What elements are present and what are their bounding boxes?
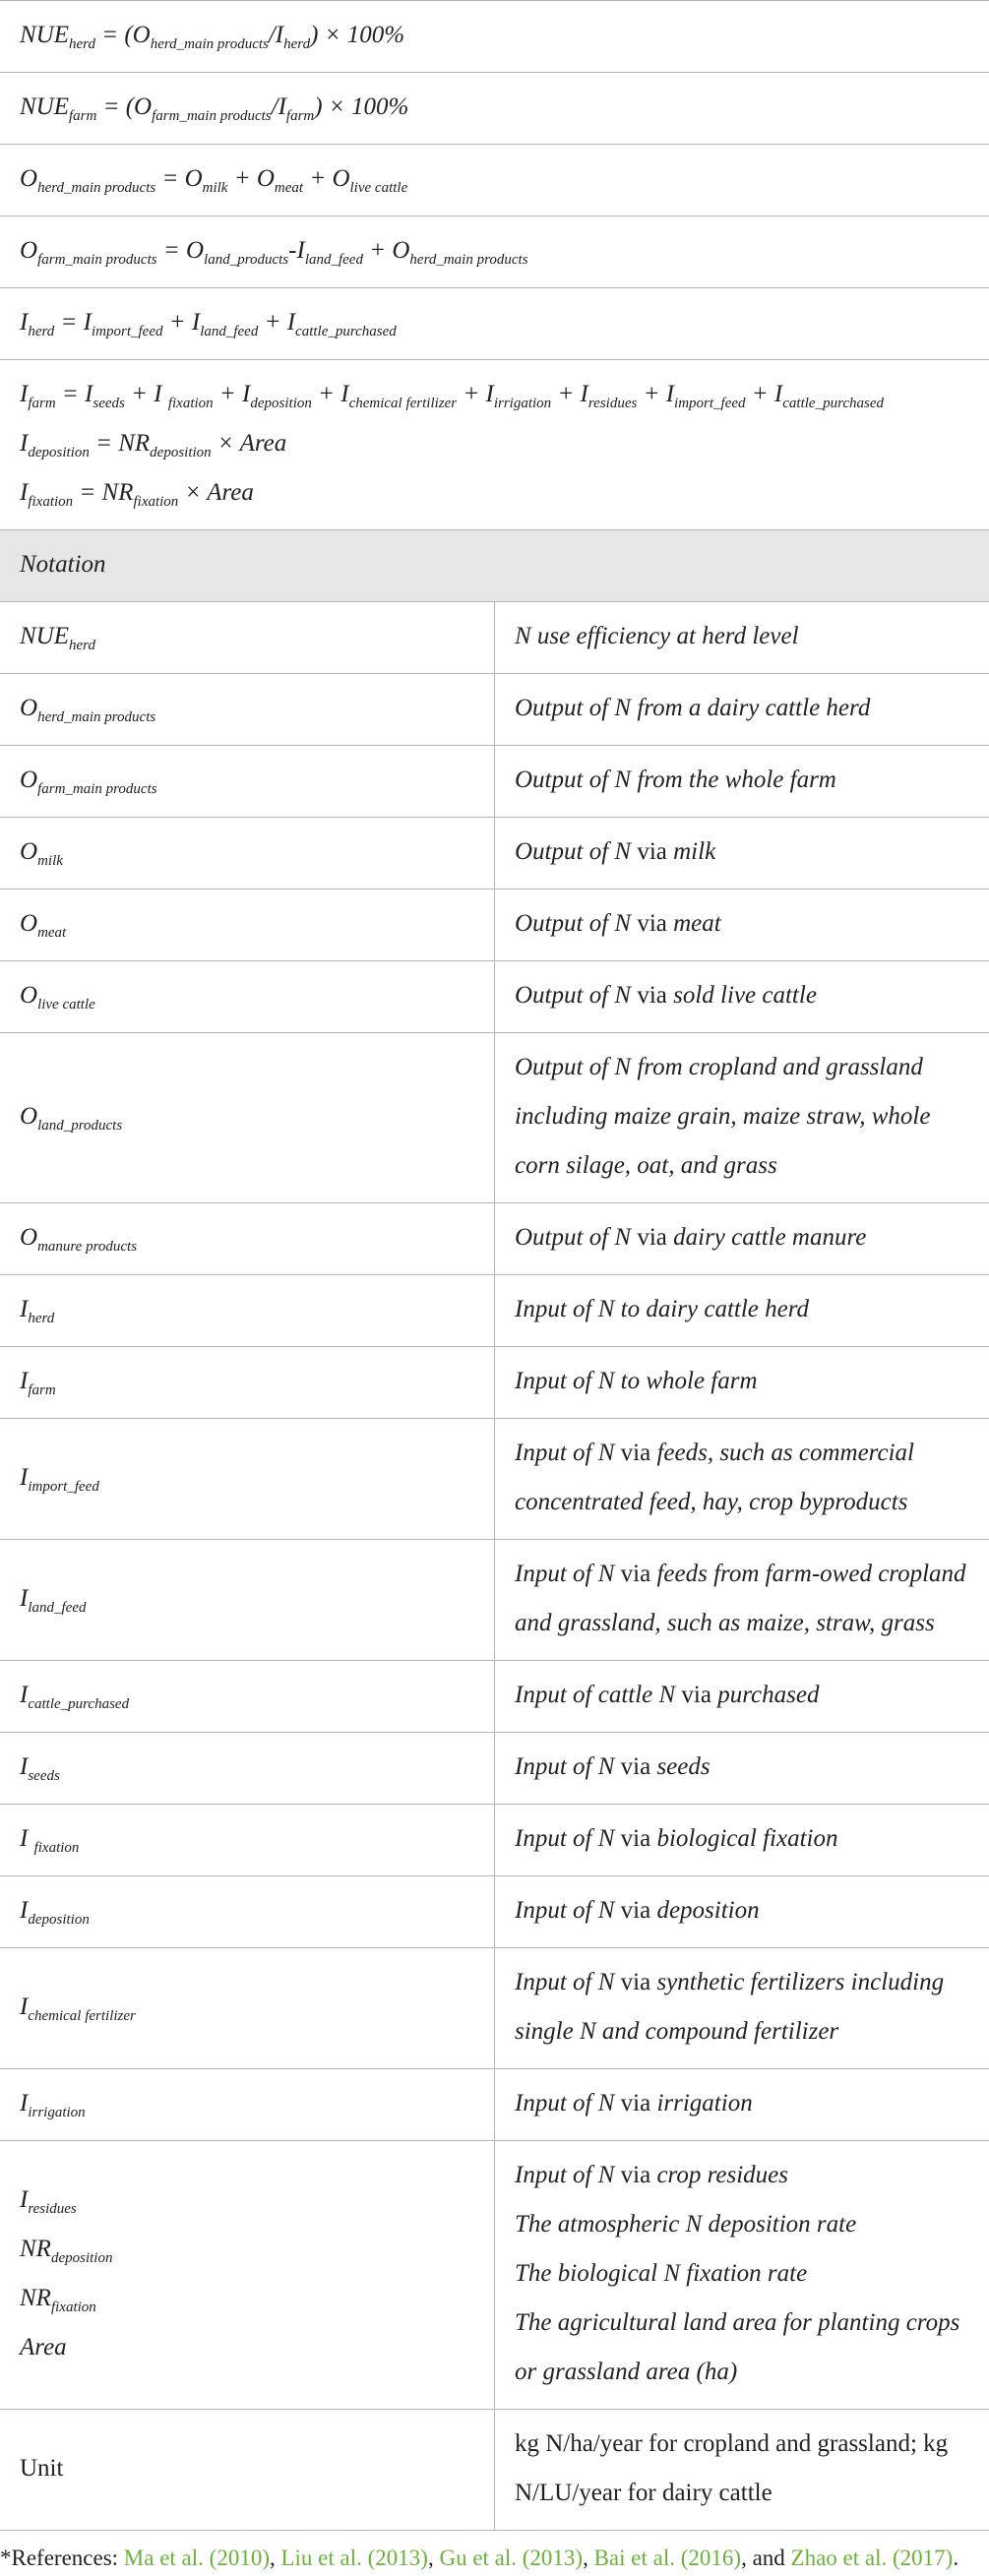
formula-text: = NR	[73, 479, 133, 506]
notation-definition	[495, 961, 989, 1033]
formula-text: = (	[95, 22, 133, 48]
notation-definition	[495, 2141, 989, 2410]
notation-definition	[495, 1347, 989, 1419]
subscript-text: cattle_purchased	[28, 1696, 129, 1712]
upright-text: via	[621, 2090, 651, 2116]
formula-text: irrigation	[650, 2090, 753, 2116]
formula-text: /I	[272, 93, 286, 120]
subscript-text: deposition	[250, 396, 312, 411]
notation-symbol	[0, 602, 495, 674]
notation-row	[0, 1275, 989, 1347]
equation-row	[0, 145, 989, 216]
subscript-text: land_products	[37, 1118, 122, 1134]
notation-row	[0, 1203, 989, 1275]
formula-text: I	[20, 309, 28, 336]
subscript-text: cattle_purchased	[295, 324, 397, 339]
subscript-text: deposition	[51, 2250, 113, 2266]
notation-header: Notation	[0, 530, 989, 602]
formula-text: The atmospheric N deposition rate	[515, 2211, 856, 2238]
formula-text: NUE	[20, 93, 69, 120]
subscript-text: fixation	[168, 396, 214, 411]
formula-text: Input of cattle N	[515, 1682, 681, 1708]
equation	[0, 288, 989, 360]
formula-text: + I	[637, 381, 674, 407]
formula-text: Area	[20, 2334, 67, 2361]
notation-definition	[495, 602, 989, 674]
notation-symbol	[0, 1203, 495, 1275]
notation-header-row	[0, 530, 989, 602]
notation-definition	[495, 1275, 989, 1347]
formula-text: ) × 100%	[314, 93, 408, 120]
subscript-text: meat	[275, 180, 303, 196]
formula-text: O	[20, 767, 37, 793]
formula-text: O	[20, 237, 37, 264]
notation-row	[0, 818, 989, 889]
subscript-text: import_feed	[28, 1479, 99, 1495]
subscript-text: herd	[69, 36, 95, 52]
formula-text: I	[20, 2186, 28, 2213]
subscript-text: herd_main products	[37, 709, 155, 725]
subscript-text: deposition	[28, 445, 90, 460]
upright-text: via	[621, 1753, 651, 1780]
equation-row	[0, 360, 989, 530]
notation-row	[0, 1805, 989, 1876]
notation-definition	[495, 1805, 989, 1876]
notation-definition	[495, 818, 989, 889]
formula-text: NUE	[20, 22, 69, 48]
formula-text: Input of N to dairy cattle herd	[515, 1296, 809, 1322]
upright-text: via	[621, 1440, 651, 1466]
formula-text: Output of N	[515, 910, 637, 937]
subscript-text: milk	[37, 853, 63, 869]
subscript-text: farm	[28, 396, 55, 411]
equation	[0, 360, 989, 530]
definitions-section	[0, 602, 989, 2531]
upright-text: via	[621, 1561, 651, 1587]
subscript-text: herd_main products	[409, 252, 527, 268]
upright-text: kg N/ha/year for cropland and grassland; kg N/LU/year for dairy cattle	[515, 2430, 948, 2506]
upright-text: via	[637, 910, 667, 937]
formula-text: I	[20, 1368, 28, 1394]
notation-row	[0, 889, 989, 961]
subscript-text: irrigation	[28, 2105, 85, 2120]
reference-link[interactable]: Ma et al. (2010)	[124, 2545, 270, 2570]
formula-text: Input of N	[515, 1440, 621, 1466]
equation-row	[0, 288, 989, 360]
upright-text: via	[681, 1682, 711, 1708]
subscript-text: herd_main products	[37, 180, 155, 196]
notation-row	[0, 2410, 989, 2531]
formula-text: + I	[746, 381, 783, 407]
subscript-text: herd	[283, 36, 310, 52]
notation-definition	[495, 1733, 989, 1805]
formula-text: I	[20, 1296, 28, 1322]
subscript-text: deposition	[28, 1912, 90, 1928]
formula-text: + I	[551, 381, 588, 407]
formula-text: crop residues	[650, 2162, 788, 2188]
formula-text: I	[20, 1825, 34, 1852]
equation-row	[0, 216, 989, 288]
equations-section	[0, 1, 989, 530]
subscript-text: milk	[203, 180, 228, 196]
upright-text: via	[637, 838, 667, 865]
formula-text: purchased	[711, 1682, 819, 1708]
formula-text: = I	[56, 381, 93, 407]
formula-text: I	[20, 479, 28, 506]
subscript-text: manure products	[37, 1239, 137, 1255]
subscript-text: residues	[28, 2201, 76, 2217]
subscript-text: herd	[28, 1311, 54, 1326]
formula-text: Output of N from cropland and grassland including maize grain, maize straw, whole corn silage, oat, and grass	[515, 1054, 930, 1179]
formula-text: NR	[20, 2285, 51, 2311]
notation-symbol	[0, 1540, 495, 1661]
reference-link[interactable]: Gu et al. (2013)	[439, 2545, 583, 2570]
formula-text: Input of N to whole farm	[515, 1368, 758, 1394]
footnote-prefix: *References:	[0, 2545, 124, 2570]
formula-text: + I	[125, 381, 168, 407]
notation-symbol	[0, 746, 495, 818]
formula-text: O	[20, 838, 37, 865]
notation-definition	[495, 2410, 989, 2531]
formula-text: + O	[227, 165, 274, 192]
formula-text: biological fixation	[650, 1825, 837, 1852]
upright-text: via	[621, 2162, 651, 2188]
formula-text: Output of N from the whole farm	[515, 767, 836, 793]
notation-definition	[495, 674, 989, 746]
subscript-text: fixation	[28, 494, 73, 510]
formula-text: Input of N	[515, 1561, 621, 1587]
reference-link[interactable]: Bai et al. (2016)	[594, 2545, 741, 2570]
notation-symbol	[0, 1876, 495, 1948]
footnote-separator: ,	[270, 2545, 281, 2570]
formula-text: -I	[288, 237, 305, 264]
notation-symbol	[0, 1733, 495, 1805]
formula-text: = (	[96, 93, 134, 120]
equation	[0, 73, 989, 145]
notation-definition	[495, 1033, 989, 1203]
subscript-text: farm_main products	[152, 108, 272, 124]
subscript-text: farm	[28, 1382, 55, 1398]
subscript-text: import_feed	[674, 396, 746, 411]
footnote-separator: ,	[428, 2545, 440, 2570]
formula-text: Input of N	[515, 1753, 621, 1780]
formula-text: × Area	[212, 430, 287, 457]
subscript-text: farm_main products	[37, 781, 157, 797]
formula-text: I	[20, 430, 28, 457]
upright-text: via	[621, 1969, 651, 1995]
notation-symbol	[0, 2069, 495, 2141]
formula-text: /I	[269, 22, 283, 48]
formula-text: NUE	[20, 623, 69, 649]
footnote	[0, 2531, 989, 2576]
formula-text: × Area	[178, 479, 254, 506]
formula-text: Input of N	[515, 2090, 621, 2116]
notation-row	[0, 1033, 989, 1203]
subscript-text: farm_main products	[37, 252, 157, 268]
subscript-text: seeds	[28, 1768, 60, 1784]
formula-text: I	[20, 381, 28, 407]
footnote-separator: , and	[741, 2545, 790, 2570]
notation-definition	[495, 889, 989, 961]
formula-text: The agricultural land area for planting crops or grassland area (ha)	[515, 2309, 959, 2385]
formula-text: + O	[363, 237, 409, 264]
notation-row	[0, 1661, 989, 1733]
subscript-text: herd_main products	[151, 36, 269, 52]
footnote-suffix: .	[953, 2545, 958, 2570]
notation-row	[0, 2069, 989, 2141]
formula-text: + O	[303, 165, 349, 192]
formula-text: meat	[667, 910, 721, 937]
notation-row	[0, 1948, 989, 2069]
subscript-text: land_feed	[200, 324, 258, 339]
notation-symbol	[0, 1419, 495, 1540]
formula-text: + I	[214, 381, 251, 407]
formula-text: = O	[155, 165, 202, 192]
formula-text: O	[20, 910, 37, 937]
notation-symbol	[0, 1661, 495, 1733]
notation-symbol	[0, 1033, 495, 1203]
notation-definition	[495, 1661, 989, 1733]
formula-text: O	[20, 1224, 37, 1251]
subscript-text: seeds	[93, 396, 125, 411]
subscript-text: irrigation	[494, 396, 551, 411]
equation-row	[0, 73, 989, 145]
notation-definition	[495, 746, 989, 818]
subscript-text: fixation	[34, 1840, 80, 1856]
formula-text: synthetic fertilizers including single N and compound fertilizer	[515, 1969, 944, 2045]
formula-text: feeds from farm-owed cropland and grassland, such as maize, straw, grass	[515, 1561, 966, 1636]
formula-text: ) × 100%	[310, 22, 404, 48]
notation-definition	[495, 2069, 989, 2141]
upright-text: via	[637, 1224, 667, 1251]
reference-link[interactable]: Liu et al. (2013)	[280, 2545, 427, 2570]
notation-symbol	[0, 2410, 495, 2531]
subscript-text: land_feed	[28, 1600, 86, 1616]
subscript-text: meat	[37, 925, 66, 941]
formula-text: I	[20, 1993, 28, 2020]
formula-text: O	[20, 1103, 37, 1130]
notation-definition	[495, 1876, 989, 1948]
notation-symbol	[0, 1275, 495, 1347]
formula-text: N use efficiency at herd level	[515, 623, 799, 649]
notation-definition	[495, 1540, 989, 1661]
subscript-text: land_feed	[305, 252, 363, 268]
formula-text: + I	[162, 309, 200, 336]
notation-symbol	[0, 818, 495, 889]
upright-text: Unit	[20, 2455, 63, 2482]
formula-text: I	[20, 2090, 28, 2116]
notation-row	[0, 602, 989, 674]
subscript-text: chemical fertilizer	[28, 2008, 136, 2024]
equation	[0, 1, 989, 73]
formula-text: = I	[54, 309, 92, 336]
upright-text: via	[621, 1897, 651, 1924]
formula-text: I	[20, 1897, 28, 1924]
formula-text: Output of N	[515, 838, 637, 865]
formula-text: + I	[258, 309, 295, 336]
notation-symbol	[0, 1948, 495, 2069]
notation-symbol	[0, 1805, 495, 1876]
formula-text: O	[134, 93, 152, 120]
notation-row	[0, 1540, 989, 1661]
formula-text: Input of N	[515, 1825, 621, 1852]
formula-text: + I	[457, 381, 494, 407]
subscript-text: farm	[69, 108, 96, 124]
formula-text: milk	[667, 838, 715, 865]
subscript-text: herd	[28, 324, 54, 339]
formula-text: Input of N	[515, 1969, 621, 1995]
subscript-text: farm	[286, 108, 314, 124]
notation-row	[0, 1733, 989, 1805]
upright-text: via	[621, 1825, 651, 1852]
formula-text: NR	[20, 2236, 51, 2262]
subscript-text: land_products	[204, 252, 288, 268]
formula-text: O	[133, 22, 151, 48]
subscript-text: cattle_purchased	[782, 396, 884, 411]
formula-text: Input of N	[515, 2162, 621, 2188]
formula-text: dairy cattle manure	[667, 1224, 867, 1251]
equation-row	[0, 1, 989, 73]
reference-link[interactable]: Zhao et al. (2017)	[791, 2545, 954, 2570]
formula-text: sold live cattle	[667, 982, 817, 1009]
subscript-text: live cattle	[37, 997, 95, 1012]
equation	[0, 216, 989, 288]
notation-row	[0, 674, 989, 746]
formula-text: O	[20, 695, 37, 721]
notation-row	[0, 961, 989, 1033]
formula-text: I	[20, 1585, 28, 1612]
notation-definition	[495, 1203, 989, 1275]
notation-row	[0, 746, 989, 818]
notation-symbol	[0, 2141, 495, 2410]
formula-text: feeds, such as commercial concentrated feed, hay, crop byproducts	[515, 1440, 914, 1515]
notation-symbol	[0, 889, 495, 961]
subscript-text: herd	[69, 638, 95, 653]
formula-text: = O	[157, 237, 204, 264]
formula-text: deposition	[650, 1897, 759, 1924]
notation-symbol	[0, 674, 495, 746]
subscript-text: live cattle	[350, 180, 408, 196]
subscript-text: fixation	[133, 494, 178, 510]
notation-definition	[495, 1948, 989, 2069]
notation-symbol	[0, 1347, 495, 1419]
formula-text: Input of N	[515, 1897, 621, 1924]
formula-text: Output of N	[515, 982, 637, 1009]
notation-row	[0, 1876, 989, 1948]
notation-section	[0, 530, 989, 602]
subscript-text: residues	[588, 396, 637, 411]
equation	[0, 145, 989, 216]
notation-row	[0, 2141, 989, 2410]
formula-text: I	[20, 1682, 28, 1708]
formula-text: + I	[312, 381, 349, 407]
notation-symbol	[0, 961, 495, 1033]
notation-row	[0, 1347, 989, 1419]
upright-text: via	[637, 982, 667, 1009]
footnote-separator: ,	[583, 2545, 594, 2570]
formula-text: = NR	[90, 430, 150, 457]
formula-text: Output of N from a dairy cattle herd	[515, 695, 870, 721]
formula-text: O	[20, 165, 37, 192]
subscript-text: chemical fertilizer	[349, 396, 458, 411]
subscript-text: fixation	[51, 2300, 96, 2315]
formula-text: I	[20, 1753, 28, 1780]
notation-definition	[495, 1419, 989, 1540]
formula-text: Output of N	[515, 1224, 637, 1251]
formula-text: The biological N fixation rate	[515, 2260, 807, 2287]
subscript-text: import_feed	[92, 324, 163, 339]
formula-text: O	[20, 982, 37, 1009]
formula-text: seeds	[650, 1753, 710, 1780]
notation-row	[0, 1419, 989, 1540]
formula-text: I	[20, 1464, 28, 1491]
subscript-text: deposition	[150, 445, 212, 460]
